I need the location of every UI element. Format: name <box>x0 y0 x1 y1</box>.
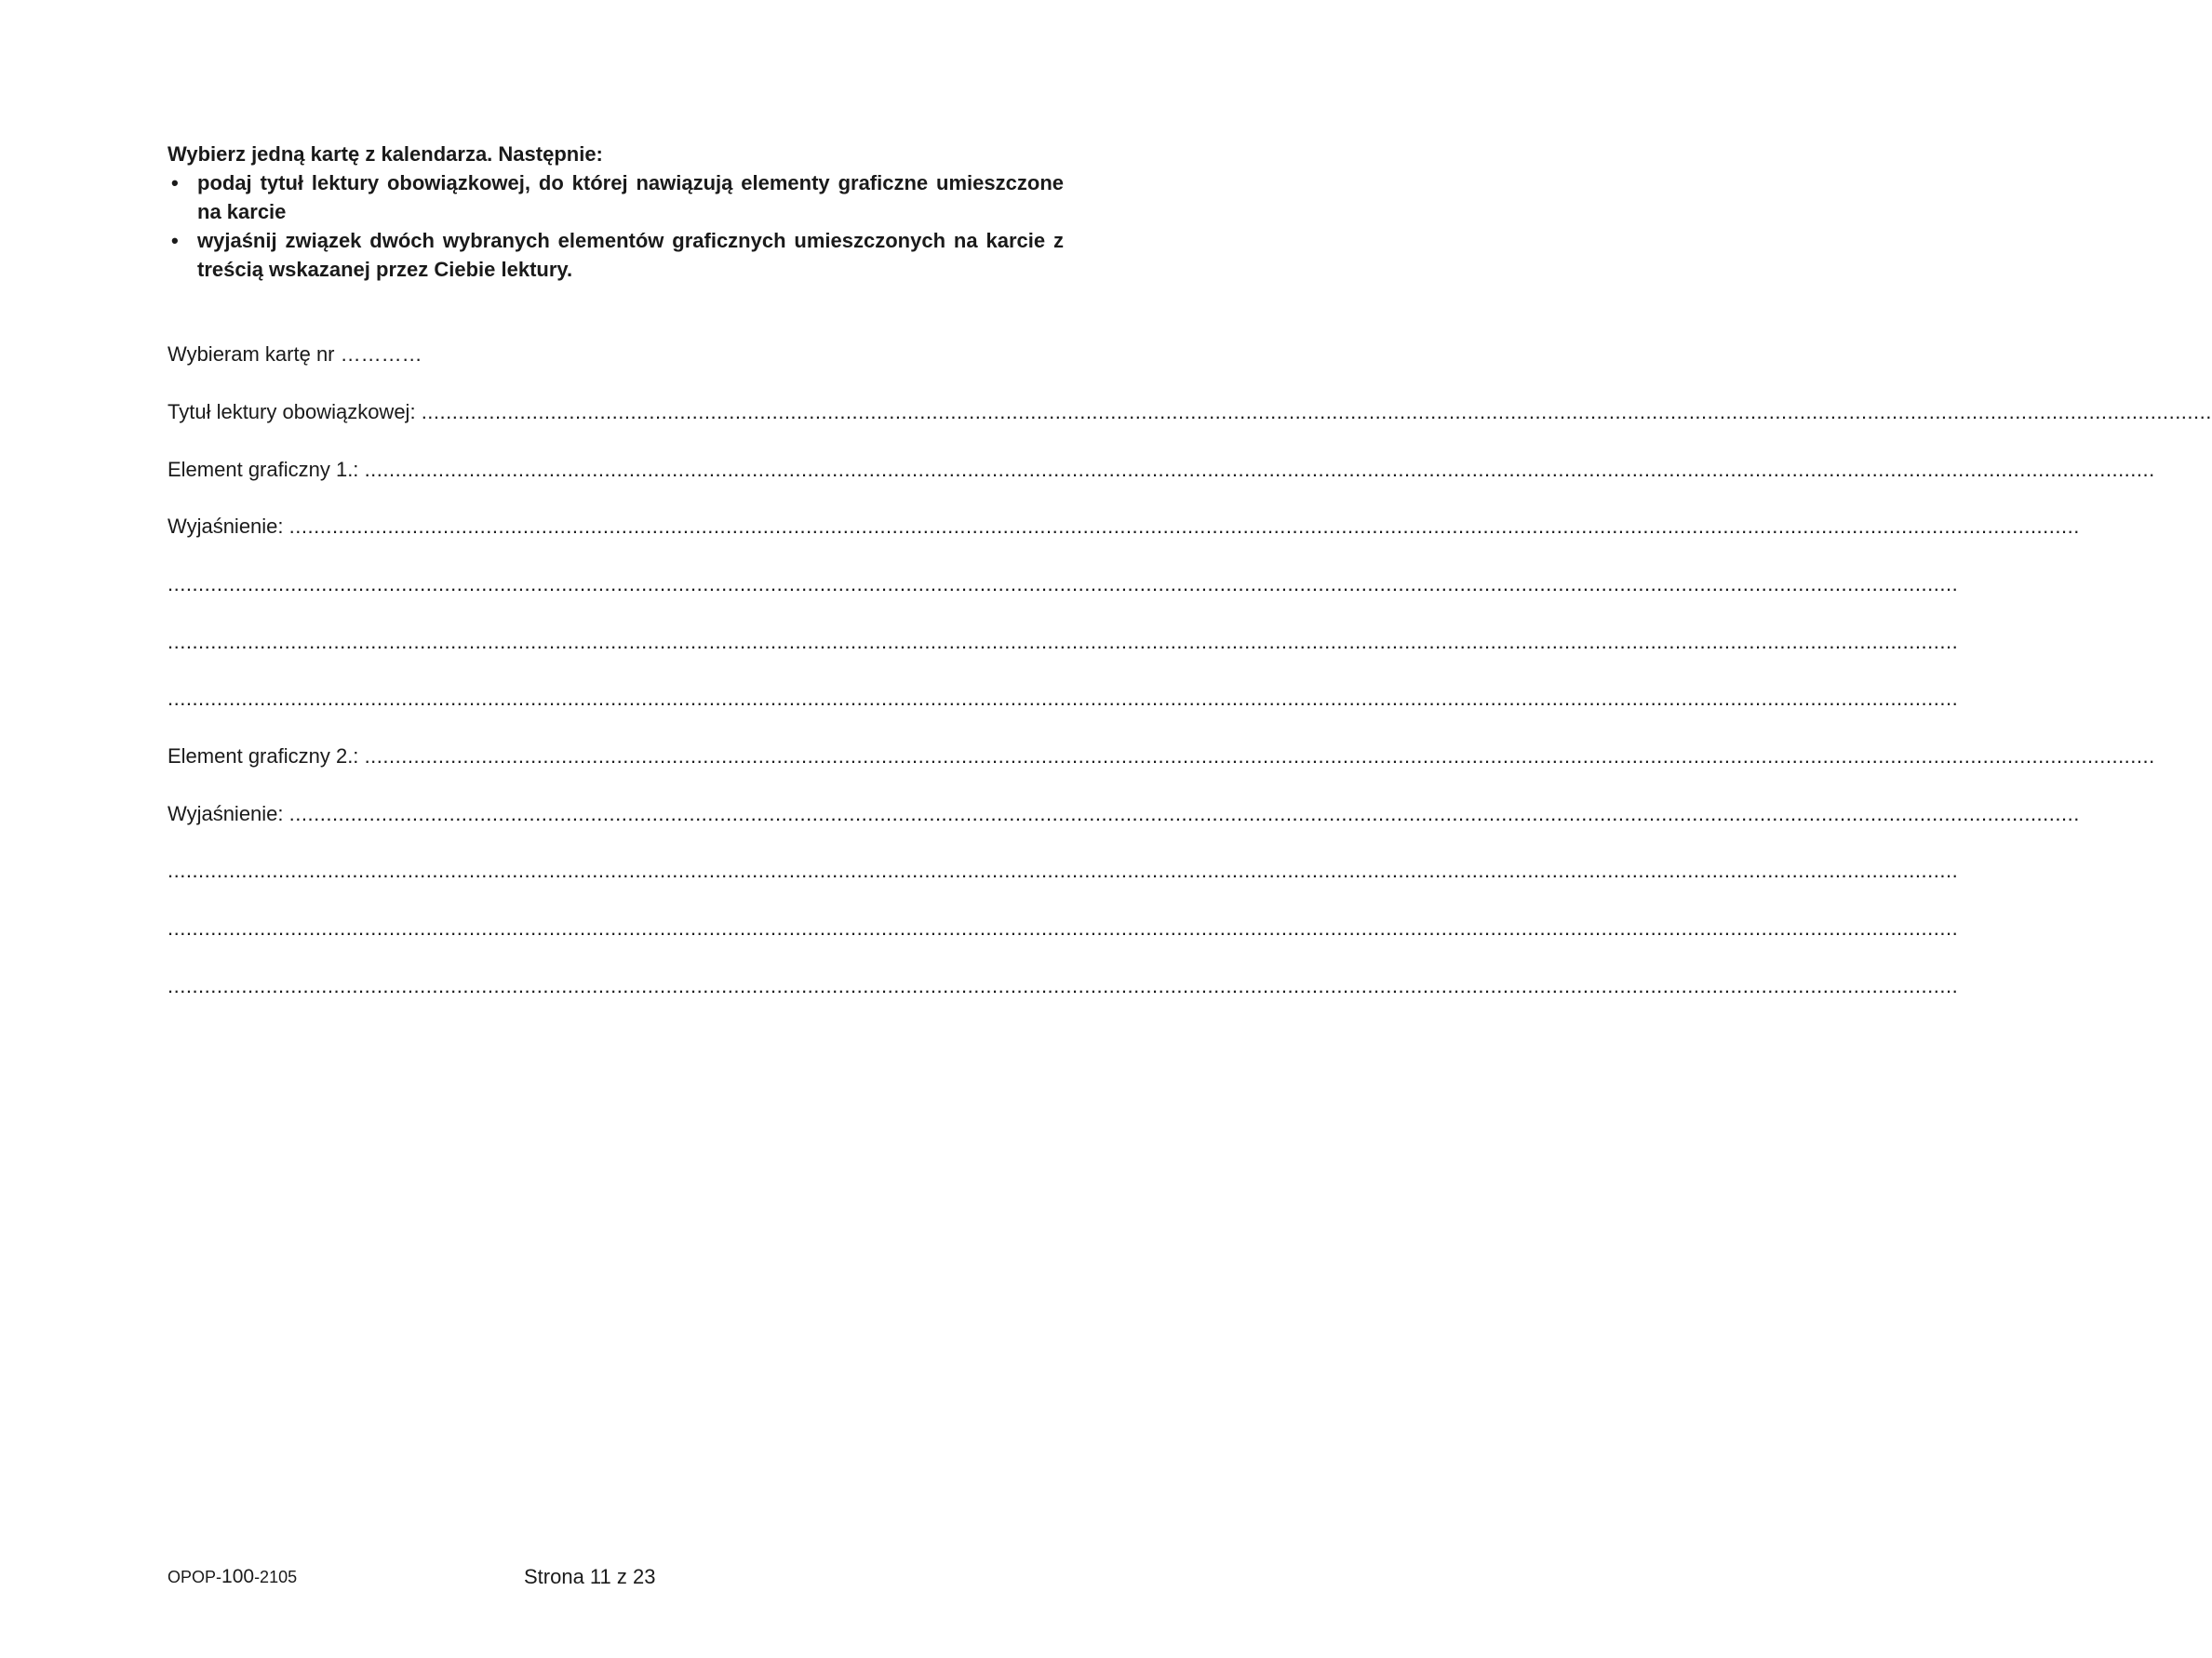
exam-code-prefix: OPOP- <box>168 1568 222 1586</box>
instruction-bullet-1 <box>168 168 1064 226</box>
answer-line-dots: ................................................................................................................................................................................................................................................................................................... <box>364 744 2155 768</box>
bullet-dot-icon: • <box>171 229 179 252</box>
element2-field[interactable] <box>168 743 2155 769</box>
element1-field[interactable] <box>168 457 2155 483</box>
answer-line-dots: ................................................................................................................................................................................................................................................................................................... <box>364 458 2155 481</box>
answer-line-dots: ................................................................................................................................................................................................................................................................................................... <box>288 802 2080 825</box>
exam-code <box>168 1564 297 1590</box>
element1-label: Element graficzny 1.: <box>168 458 359 481</box>
card-number-label: Wybieram kartę nr <box>168 342 335 366</box>
instruction-intro: Wybierz jedną kartę z kalendarza. Następnie: <box>168 142 603 166</box>
answer-line-dots: ................................................................................................................................................................................................................................................................................................... <box>288 515 2080 538</box>
instruction-bullet-2 <box>168 226 1064 284</box>
answer-line-dots: ................................................................................................................................................................................................................................................................................................... <box>421 400 2212 423</box>
answer-line-dots: ................................................................................................................................................................................................................................................................................................... <box>168 859 1959 882</box>
explanation2-line-2[interactable] <box>168 858 1959 884</box>
instruction-bullet-1-text: podaj tytuł lektury obowiązkowej, do której nawiązują elementy graficzne umieszczone na karcie <box>197 171 1064 223</box>
explanation2-line-4[interactable] <box>168 973 1959 999</box>
explanation2-field[interactable] <box>168 801 2080 827</box>
answer-line-dots: ................................................................................................................................................................................................................................................................................................... <box>168 572 1959 595</box>
explanation1-field[interactable] <box>168 514 2080 540</box>
instruction-list <box>168 168 1064 284</box>
answer-line-dots: ................................................................................................................................................................................................................................................................................................... <box>168 630 1959 653</box>
title-field[interactable] <box>168 399 2212 425</box>
element2-label: Element graficzny 2.: <box>168 744 359 768</box>
answer-line-dots: ................................................................................................................................................................................................................................................................................................... <box>168 687 1959 710</box>
card-number-blank: ………… <box>340 342 422 366</box>
bullet-dot-icon: • <box>171 171 179 194</box>
answer-line-dots: ................................................................................................................................................................................................................................................................................................... <box>168 974 1959 997</box>
explanation1-label: Wyjaśnienie: <box>168 515 284 538</box>
instruction-bullet-2-text: wyjaśnij związek dwóch wybranych elementów graficznych umieszczonych na karcie z treścią wskazanej przez Ciebie lektury. <box>197 229 1064 281</box>
exam-code-suffix: -2105 <box>254 1568 298 1586</box>
page-number: Strona 11 z 23 <box>524 1565 656 1588</box>
exam-code-number: 100 <box>221 1566 255 1587</box>
explanation1-line-4[interactable] <box>168 686 1959 712</box>
explanation1-line-3[interactable] <box>168 629 1959 655</box>
answer-line-dots: ................................................................................................................................................................................................................................................................................................... <box>168 916 1959 940</box>
explanation2-label: Wyjaśnienie: <box>168 802 284 825</box>
card-number-field[interactable] <box>168 341 1061 368</box>
title-label: Tytuł lektury obowiązkowej: <box>168 400 416 423</box>
explanation1-line-2[interactable] <box>168 571 1959 597</box>
explanation2-line-3[interactable] <box>168 916 1959 942</box>
